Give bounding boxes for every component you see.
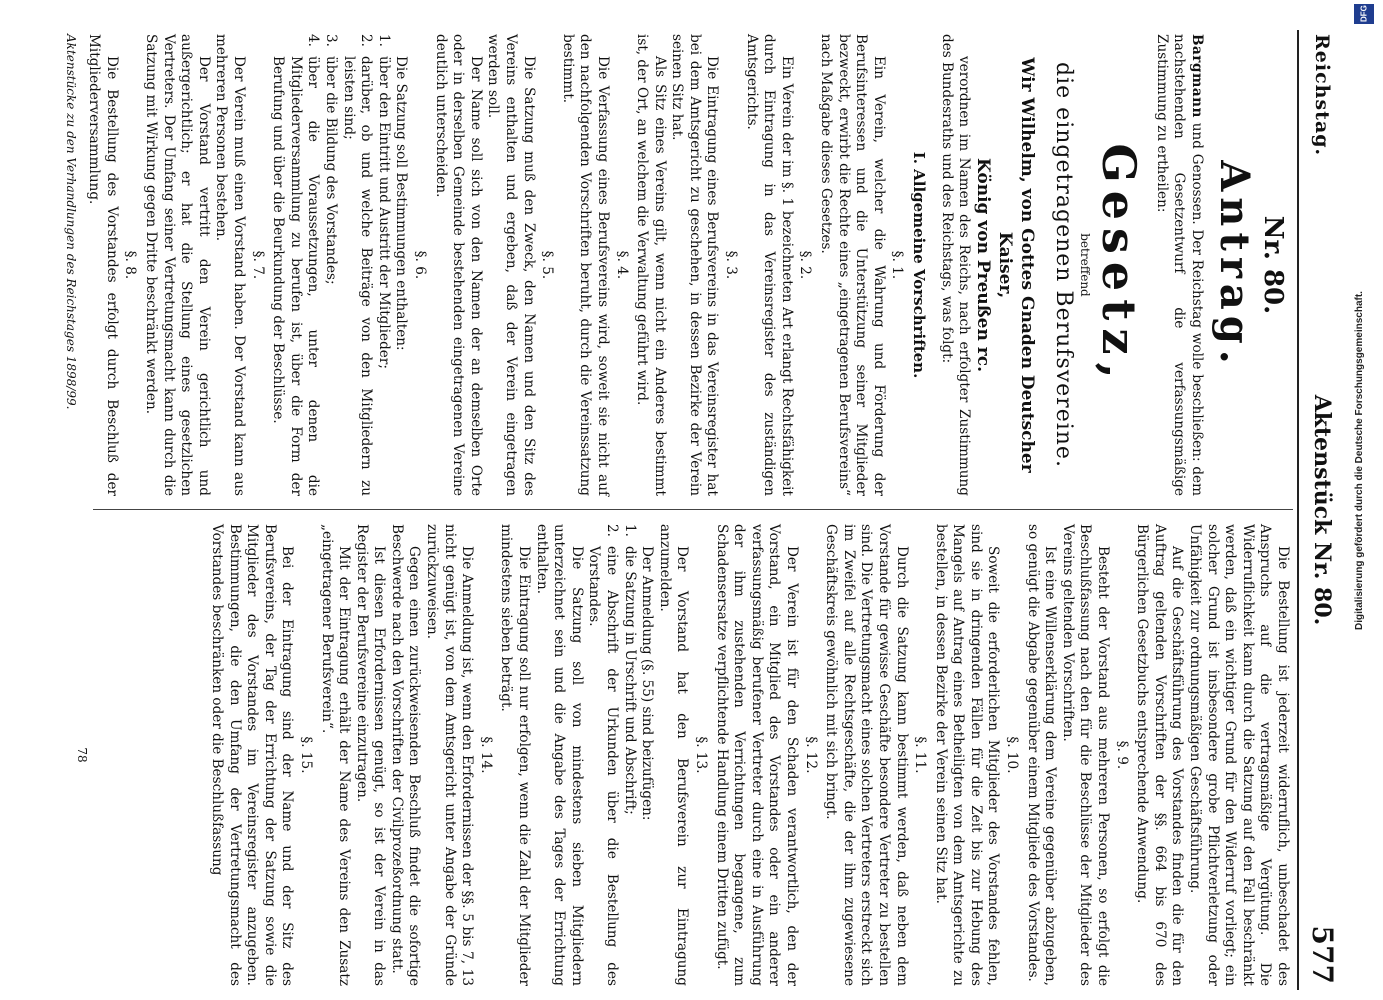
section-text: Mit der Eintragung erhält der Name des Vereins den Zusatz „eingetragener Berufsverein“. [318,524,353,986]
list-item-text: darüber, ob und welche Beiträge von den Mitgliedern zu leisten sind; [340,56,375,496]
header-center: Aktenstück Nr. 80. [1309,394,1335,626]
page-number: 577 [1306,925,1339,984]
section-text: Die Satzung muß den Zweck, den Namen und den Sitz des Vereins enthalten und ergeben, daß der Verein eingetragen werden soll. [485,34,537,496]
section-text: Die Satzung soll Bestimmungen enthalten: [393,56,410,351]
list-item-text: über den Eintritt und Austritt der Mitglieder; [375,56,392,369]
section-heading: §. 11. [912,736,929,774]
law-heading: Gesetz, [1092,143,1147,387]
list-item-number: 2. [604,524,621,537]
section-text: Bei der Eintragung sind der Name und der Sitz des Berufsvereins, der Tag der Errichtung der Satzung sowie die Mitglieder des Vorstandes im Vereinsregister anzugeben. Bestimmungen, die den Umfang der Vertretungsmacht des Vorstandes beschränken oder die Beschlußfassung [208,524,296,986]
section-text: Durch die Satzung kann bestimmt werden, daß neben dem Vorstande für gewisse Geschäfte besondere Vertreter zu bestellen sind. Die Vertretungsmacht eines solchen Vertreters erstreckt sich im Zweifel auf alle Rechtsgeschäfte, die der ihm zugewiesene Geschäftskreis gewöhnlich mit sich bringt. [823,524,910,986]
section-text: Gegen einen zurückweisenden Beschluß findet die sofortige Beschwerde nach den Vorschriften der Civilprozeßordnung statt. [388,524,423,986]
list-item-text: eine Abschrift der Urkunden über die Bestellung des Vorstandes. [586,546,621,986]
section-text: Der Vorstand vertritt den Verein gerichtlich und außergerichtlich; er hat die Stellung eines gesetzlichen Vertreters. Der Umfang seiner Vertretungsmacht kann durch die Satzung mit Wirkung gegen Dritte beschränkt werden. [143,34,212,496]
list-item [269,34,322,496]
list-item-text: über die Voraussetzungen, unter denen die Mitgliederversammlung zu berufen ist, über die Form der Berufung und über die Beurkundung der Beschlüsse. [270,56,322,496]
section-text: Ist diesen Erfordernissen genügt, so ist der Verein in das Register der Berufsvereine einzutragen. [353,524,388,986]
section-text: Ein Verein, welcher die Wahrung und Förderung der Berufsinteressen und die Unterstützung seiner Mitglieder bezweckt, erwirbt die Rechte eines „eingetragenen Berufsvereins“ nach Maßgabe dieses Gesetzes. [818,34,887,496]
section-text: Der Name soll sich von den Namen der an demselben Orte oder in derselben Gemeinde bestehenden eingetragenen Vereine deutlich unterscheiden. [432,34,484,496]
section-heading: §. 1. [889,250,906,280]
law-subject: die eingetragenen Berufsvereine. [1051,62,1077,468]
header-rule [1297,30,1299,990]
section-text: Ein Verein der im §. 1 bezeichneten Art erlangt Rechtsfähigkeit durch Eintragung in das Vereinsregister des zuständigen Amtsgerichts. [743,34,795,496]
document-title: Antrag. [1211,160,1258,370]
section-text: Als Sitz eines Vereins gilt, wenn nicht ein Anderes bestimmt ist, der Ort, an welchem die Verwaltung geführt wird. [634,34,668,496]
section-heading: §. 8. [122,250,139,280]
emperor-line-2: König von Preußen rc. [973,157,994,372]
section-text: Auf die Geschäftsführung des Vorstandes finden die für den Auftrag geltenden Vorschriften der §§. 664 bis 670 des Bürgerlichen Gesetzbuchs entsprechende Anwendung. [1134,524,1186,986]
header-left: Reichstag. [1311,34,1333,157]
funding-notice: Digitalisierung gefördert durch die Deutsche Forschungsgemeinschaft. [1354,291,1365,630]
section-text: Die Satzung soll von mindestens sieben Mitgliedern unterzeichnet sein und die Angabe des Tages der Errichtung enthalten. [533,524,585,986]
list-item-number: 2. [358,34,375,47]
section-heading: §. 15. [297,736,314,774]
column-divider [93,509,1293,510]
list-item-text: über die Bildung des Vorstandes; [323,56,340,285]
list-item-number: 1. [375,34,392,47]
section-text: Die Bestellung ist jederzeit widerruflich, unbeschadet des Anspruchs auf die vertragsmäßige Vergütung. Die Widerruflichkeit kann durch die Satzung auf den Fall beschränkt werden, daß ein wichtiger Grund für den Widerruf vorliegt; ein solcher Grund ist insbesondere grobe Pflichtverletzung oder Unfähigkeit zur ordnungsmäßigen Geschäftsführung. [1187,524,1291,986]
list-item-number: 1. [621,524,638,537]
section-heading: §. 2. [797,250,814,280]
intro-paragraph [1152,34,1205,496]
list-item [339,34,374,496]
section-6-list [269,34,392,496]
section-heading: §. 12. [802,736,819,774]
section-text: Der Anmeldung (§. 55) sind beizufügen: [639,546,656,821]
section-heading: §. 3. [723,250,740,280]
right-column [91,524,1291,986]
list-item-text: die Satzung in Urschrift und Abschrift; [621,546,638,815]
section-heading: §. 5. [539,250,556,280]
section-heading: §. 10. [1004,736,1021,774]
list-item [620,524,638,986]
section-text: Die Eintragung soll nur erfolgen, wenn die Zahl der Mitglieder mindestens sieben beträgt. [498,524,533,986]
section-text: Besteht der Vorstand aus mehreren Personen, so erfolgt die Beschlußfassung nach den für die Beschlüsse der Mitglieder des Vereins geltenden Vorschriften. [1059,524,1112,986]
list-item-number: 4. [305,34,322,47]
dfg-logo-icon: DFG [1354,4,1374,24]
left-column [63,34,1291,496]
section-heading: §. 7. [249,250,266,280]
section-heading: §. 4. [613,250,630,280]
section-text: Die Eintragung eines Berufsvereins in das Vereinsregister hat bei dem Amtsgericht zu geschehen, in dessen Bezirke der Verein seinen Sitz hat. [669,34,721,496]
section-heading: §. 13. [693,736,709,774]
section-heading: §. 14. [477,736,494,774]
enactment-clause: verordnen im Namen des Reichs, nach erfolgter Zustimmung des Bundesraths und des Reichstags, was folgt: [938,34,973,496]
page-footnote: Aktenstücke zu den Verhandlungen des Reichstages 1898/99. [63,34,78,410]
document-number: Nr. 80. [1258,215,1288,315]
intro-text: und Genossen. Der Reichstag wolle beschließen: dem nachstehenden Gesetzentwurf die verfassungsmäßige Zustimmung zu ertheilen: [1153,34,1205,496]
section-text: Der Verein muß einen Vorstand haben. Der Vorstand kann aus mehreren Personen bestehen. [213,34,248,496]
section-heading: §. 6. [412,250,428,280]
section-text: Ist eine Willenserklärung dem Vereine gegenüber abzugeben, so genügt die Abgabe gegenüber einem Mitgliede des Vorstandes. [1024,524,1059,986]
document-page [51,30,1341,990]
part-heading: I. Allgemeine Vorschriften. [910,151,929,379]
betreffend-label: betreffend [1078,233,1093,297]
list-item-number: 3. [323,34,340,47]
section-13-list [585,524,638,986]
running-header [1301,30,1341,990]
list-item [585,524,620,986]
section-text: Soweit die erforderlichen Mitglieder des Vorstandes fehlen, sind sie in dringenden Fällen für die Zeit bis zur Hebung des Mangels auf Antrag eines Betheiligten von dem Amtsgerichte zu bestellen, in dessen Bezirke der Verein seinen Sitz hat. [932,524,1002,986]
section-text: Der Vorstand hat den Berufsverein zur Eintragung anzumelden. [656,524,691,986]
section-text: Der Verein ist für den Schaden verantwortlich, den der Vorstand, ein Mitglied des Vorstandes oder ein anderer verfassungsmäßig berufener Vertreter durch eine in Ausführung der ihm zustehenden Verrichtungen begangene, zum Schadensersatze verpflichtende Handlung einem Dritten zufügt. [713,524,800,986]
section-text: Die Anmeldung ist, wenn den Erfordernissen der §§. 5 bis 7, 13 nicht genügt ist, von dem Amtsgericht unter Angabe der Gründe zurückzuweisen. [424,524,476,986]
intro-name: Bargmann [1189,34,1205,118]
section-text: Die Bestellung des Vorstandes erfolgt durch Beschluß der Mitgliederversammlung. [86,34,120,496]
list-item [374,34,392,496]
section-heading: §. 9. [1113,740,1130,770]
list-item [321,34,339,496]
section-text: Die Verfassung eines Berufsvereins wird, soweit sie nicht auf den nachfolgenden Vorschriften beruht, durch die Vereinssatzung bestimmt. [559,34,611,496]
signature-mark: 78 [75,747,89,763]
emperor-line: Wir Wilhelm, von Gottes Gnaden Deutscher Kaiser, [995,57,1038,473]
